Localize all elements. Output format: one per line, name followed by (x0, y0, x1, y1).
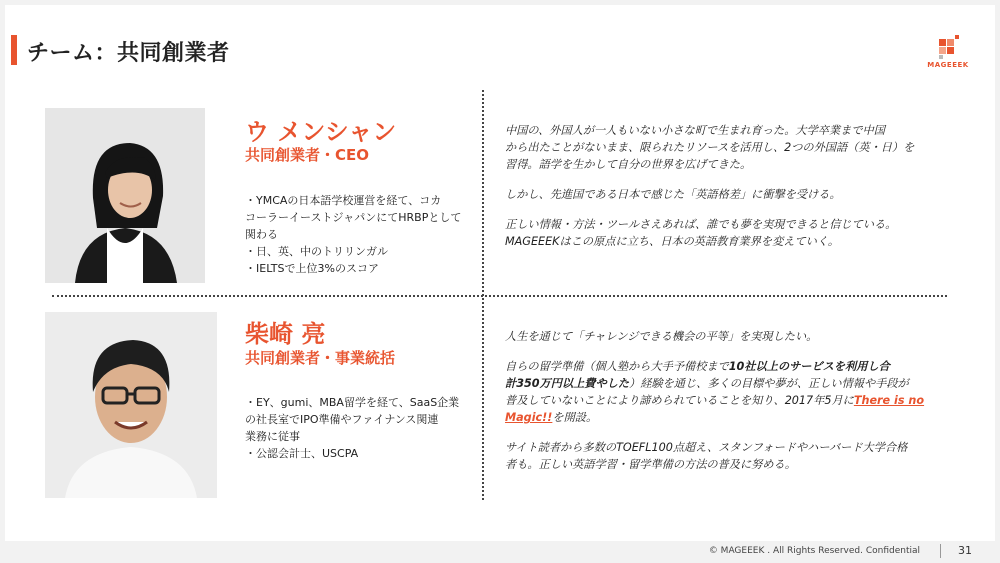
there-is-no-magic-link-cont[interactable]: Magic!! (505, 411, 553, 424)
bullet-item: 関わる (245, 228, 278, 241)
desc-bold: 計350万円以上費やした (505, 377, 630, 390)
bullet-item: の社長室でIPO準備やファイナンス関連 (245, 413, 439, 426)
bullet-item: ・公認会計士、USCPA (245, 447, 359, 460)
logo-text: MAGEEEK (927, 61, 969, 69)
desc-line: 者も。正しい英語学習・留学準備の方法の普及に努める。 (505, 458, 796, 471)
page-number: 31 (958, 544, 972, 557)
person1-photo (45, 108, 205, 283)
footer-divider (940, 544, 941, 558)
mageeek-logo (920, 34, 976, 74)
person2-role: 共同創業者・事業統括 (245, 349, 396, 367)
person2-name: 柴崎 亮 (245, 320, 326, 348)
person1-name: ウ メンシャン (245, 118, 397, 146)
copyright-text: © MAGEEEK . All Rights Reserved. Confidential (708, 546, 920, 556)
bullet-item: コーラーイーストジャパンにてHRBPとして (245, 211, 462, 224)
person2-bullet-list (245, 394, 459, 462)
bullet-item: 業務に従事 (245, 430, 300, 443)
desc-line: 習得。語学を生かして自分の世界を広げてきた。 (505, 158, 752, 171)
person1-description (505, 122, 925, 263)
desc-line: 正しい情報・方法・ツールさえあれば、誰でも夢を実現できると信じている。 (505, 218, 897, 231)
title-accent-bar (11, 35, 17, 65)
desc-line: しかし、先進国である日本で感じた「英語格差」に衝撃を受ける。 (505, 188, 841, 201)
desc-text: ）経験を通じ、多くの目標や夢が、正しい情報や手段が (629, 377, 909, 390)
desc-text: 普及していないことにより諦められていることを知り、2017年5月に (505, 394, 854, 407)
desc-text: 自らの留学準備（個人塾から大手予備校まで (505, 360, 729, 373)
bullet-item: ・YMCAの日本語学校運営を経て、コカ (245, 194, 442, 207)
there-is-no-magic-link[interactable]: There is no (853, 394, 925, 407)
bullet-item: ・EY、gumi、MBA留学を経て、SaaS企業 (245, 396, 460, 409)
desc-line: サイト読者から多数のTOEFL100点超え、スタンフォードやハーバード大学合格 (505, 441, 908, 454)
desc-text: を開設。 (552, 411, 598, 424)
bullet-item: ・日、英、中のトリリンガル (245, 245, 388, 258)
page-title: チーム：共同創業者 (27, 41, 230, 66)
horizontal-divider (52, 295, 947, 297)
person2-photo (45, 312, 217, 498)
desc-line: 人生を通じて「チャレンジできる機会の平等」を実現したい。 (505, 330, 818, 343)
desc-line: から出たことがないまま、限られたリソースを活用し、2つの外国語（英・日）を (505, 141, 915, 154)
desc-line: MAGEEEKはこの原点に立ち、日本の英語教育業界を変えていく。 (505, 235, 839, 248)
person1-role: 共同創業者・CEO (245, 146, 370, 164)
desc-line: 中国の、外国人が一人もいない小さな町で生まれ育った。大学卒業まで中国 (505, 124, 885, 137)
bullet-item: ・IELTSで上位3%のスコア (245, 262, 379, 275)
person2-description (505, 328, 925, 486)
desc-bold: 10社以上のサービスを利用し合 (728, 360, 890, 373)
person1-bullet-list (245, 192, 461, 277)
logo-mark-icon (920, 34, 976, 62)
